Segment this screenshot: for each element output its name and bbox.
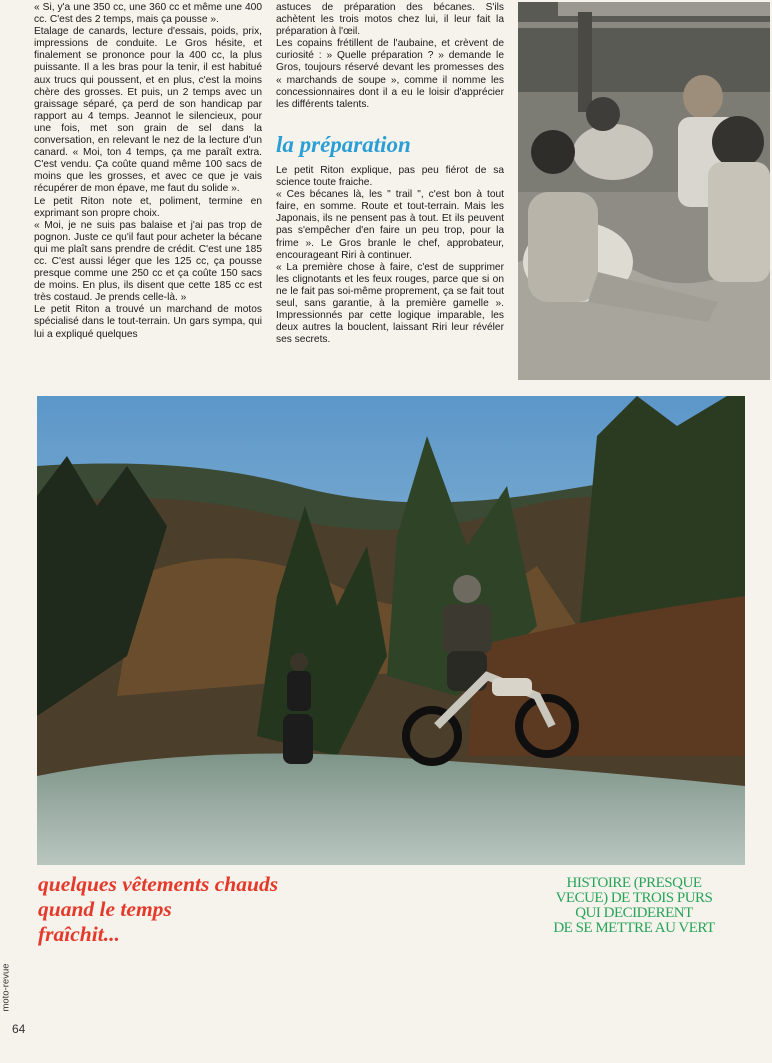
paragraph: Les copains frétillent de l'aubaine, et crèvent de curiosité : » Quelle préparation ? » demande le Gros, toujours réservé devant les promesses des « marchands de soupe », comme il nomme les concessionnaires dont il a eu le loisir d'apprécier les différents talents. [276,38,504,110]
section-heading: la préparation [276,131,411,157]
paragraph: « La première chose à faire, c'est de supprimer les clignotants et les feux rouges, parce que si on ne le fait pas soi-même proprement, ça se fait tout seul, sans garantie, à la première gamelle ». Impressionnés par cette logique imparable, les deux autres la bouclent, laissant Riri leur révéler ses secrets. [276,261,504,346]
photo-caption [38,872,338,947]
magazine-label: moto-revue [0,963,12,1012]
paragraph: « Ces bécanes là, les " trail ", c'est bon à tout faire, en somme. Route et tout-terrain. Mais les Japonais, ils ne pensent pas à tout. Et ils peuvent pas s'empêcher d'en faire un peu trop, pour la frime ». Le Gros branle le chef, approbateur, encourageant Riri à continuer. [276,189,504,261]
paragraph: « Si, y'a une 350 cc, une 360 cc et même une 400 cc. C'est des 2 temps, mais ça pousse ». [34,2,262,26]
page-number: 64 [12,1022,26,1036]
caption-line: quand le temps [38,897,172,921]
article-headline [518,876,750,936]
article-column-2 [276,2,504,346]
caption-line: quelques vêtements chauds [38,872,279,896]
headline-line: DE SE METTRE AU VERT [553,920,715,936]
article-column-1 [34,2,262,341]
magazine-name [0,960,18,1020]
motocross-photo [37,396,745,865]
caption-line: fraîchit... [38,922,120,946]
paragraph: « Moi, je ne suis pas balaise et j'ai pas trop de pognon. Juste ce qu'il faut pour acheter la bécane qui me plaît sans prendre de crédit. C'est une 185 cc. C'est aussi léger que les 125 cc, ça pousse presque comme une 250 cc et ça coûte 150 sacs de moins. En plus, ils disent que cette 185 cc est très costaud. Je prends celle-là. » [34,219,262,304]
headline-line: HISTOIRE (PRESQUE [566,875,702,891]
group-photo [518,2,770,380]
paragraph: Le petit Riton note et, poliment, termine en exprimant son propre choix. [34,195,262,219]
paragraph: astuces de préparation des bécanes. S'ils achètent les trois motos chez lui, il leur fait la préparation à l'œil. [276,2,504,38]
paragraph: Etalage de canards, lecture d'essais, poids, prix, impressions de conduite. Le Gros hésite, et finalement se prononce pour la 400 cc, la plus puissante. Il a les bras pour la tenir, il est habitué aux trucs qui poussent, et en plus, c'est la moins chère des grosses. Et puis, un 2 temps avec un graissage séparé, ça perd de son handicap par rapport au 4 temps. Jeannot le silencieux, pour une fois, met son grain de sel dans la conversation, en relevant le nez de la lecture d'un canard. « Moi, ton 4 temps, ça me paraît extra. C'est vendu. Ça coûte quand même 100 sacs de moins que les grosses, et avec ce que je vais récupérer de mon épave, me faut du solide ». [34,26,262,195]
paragraph: Le petit Riton explique, pas peu fiérot de sa science toute fraiche. [276,164,504,189]
headline-line: QUI DECIDERENT [575,905,693,921]
paragraph: Le petit Riton a trouvé un marchand de motos spécialisé dans le tout-terrain. Un gars sympa, qui lui a expliqué quelques [34,304,262,340]
headline-line: VECUE) DE TROIS PURS [555,890,713,906]
